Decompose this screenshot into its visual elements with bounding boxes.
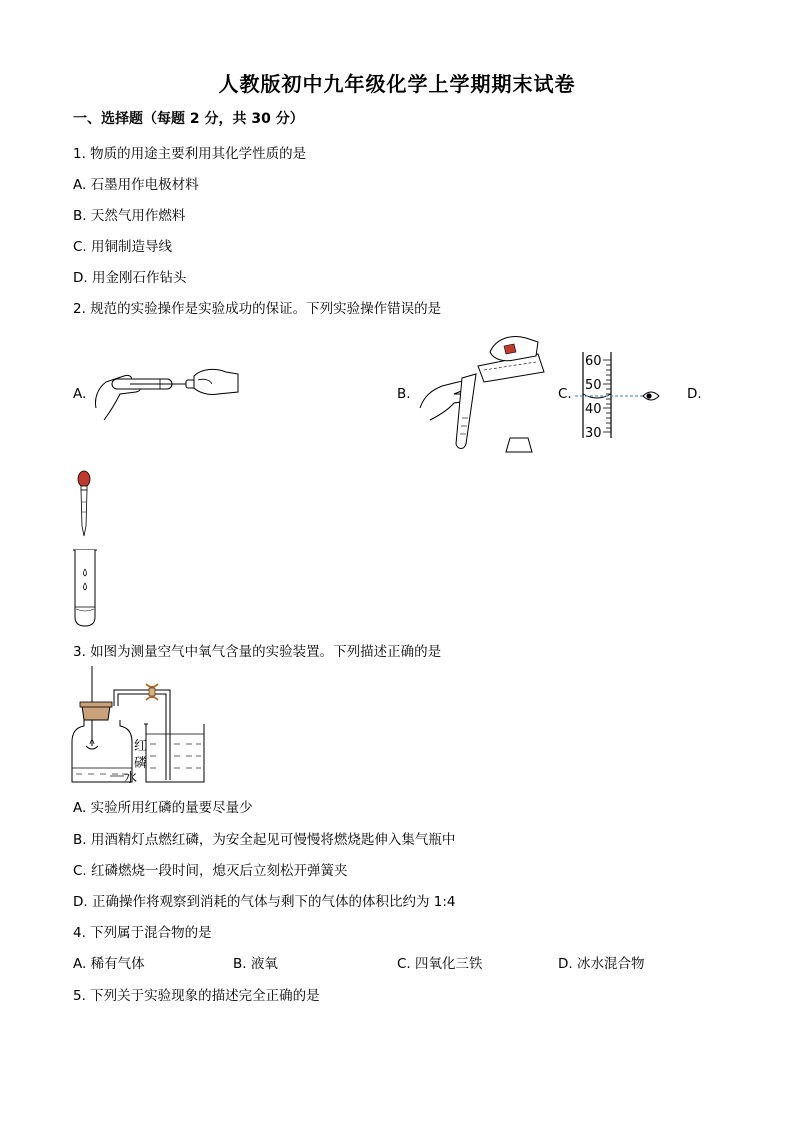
q2-figure-a	[90, 358, 240, 424]
q4-option-a: A. 稀有气体	[73, 956, 145, 972]
cylinder-tick-60: 60	[585, 354, 602, 369]
q2-stem: 2. 规范的实验操作是实验成功的保证。下列实验操作错误的是	[73, 301, 442, 317]
q3-option-b: B. 用酒精灯点燃红磷，为安全起见可慢慢将燃烧匙伸入集气瓶中	[73, 832, 456, 848]
label-phosphorus: 磷	[134, 756, 148, 771]
q2-label-d: D.	[687, 386, 702, 402]
q4-option-b: B. 液氧	[233, 956, 278, 972]
q2-label-a: A.	[73, 386, 87, 402]
q3-stem: 3. 如图为测量空气中氧气含量的实验装置。下列描述正确的是	[73, 644, 442, 660]
section-heading: 一、选择题（每题 2 分，共 30 分）	[73, 111, 304, 127]
q4-option-c: C. 四氧化三铁	[397, 956, 483, 972]
q2-label-b: B.	[397, 386, 411, 402]
q4-option-d: D. 冰水混合物	[558, 956, 645, 972]
cylinder-tick-30: 30	[585, 426, 602, 441]
q1-option-b: B. 天然气用作燃料	[73, 208, 186, 224]
label-red: 红	[134, 739, 148, 754]
q2-figure-c	[575, 348, 670, 442]
eye-icon	[643, 392, 659, 400]
label-water: 水	[124, 771, 138, 786]
q3-option-d: D. 正确操作将观察到消耗的气体与剩下的气体的体积比约为 1:4	[73, 894, 456, 910]
spring-clip-icon	[146, 684, 158, 700]
cylinder-tick-40: 40	[585, 402, 602, 417]
q1-option-d: D. 用金刚石作钻头	[73, 270, 187, 286]
q5-stem: 5. 下列关于实验现象的描述完全正确的是	[73, 988, 320, 1004]
test-tube-figure	[70, 547, 100, 629]
cylinder-tick-50: 50	[585, 378, 602, 393]
q2-figure-b	[418, 326, 548, 456]
dropper-figure	[73, 470, 95, 538]
q1-stem: 1. 物质的用途主要利用其化学性质的是	[73, 146, 307, 162]
q3-option-c: C. 红磷燃烧一段时间，熄灭后立刻松开弹簧夹	[73, 863, 348, 879]
q1-option-c: C. 用铜制造导线	[73, 239, 173, 255]
q1-option-a: A. 石墨用作电极材料	[73, 177, 199, 193]
q3-apparatus-figure	[70, 664, 210, 788]
page-title: 人教版初中九年级化学上学期期末试卷	[218, 72, 576, 96]
q4-stem: 4. 下列属于混合物的是	[73, 925, 212, 941]
q3-option-a: A. 实验所用红磷的量要尽量少	[73, 800, 253, 816]
q2-label-c: C.	[558, 386, 572, 402]
